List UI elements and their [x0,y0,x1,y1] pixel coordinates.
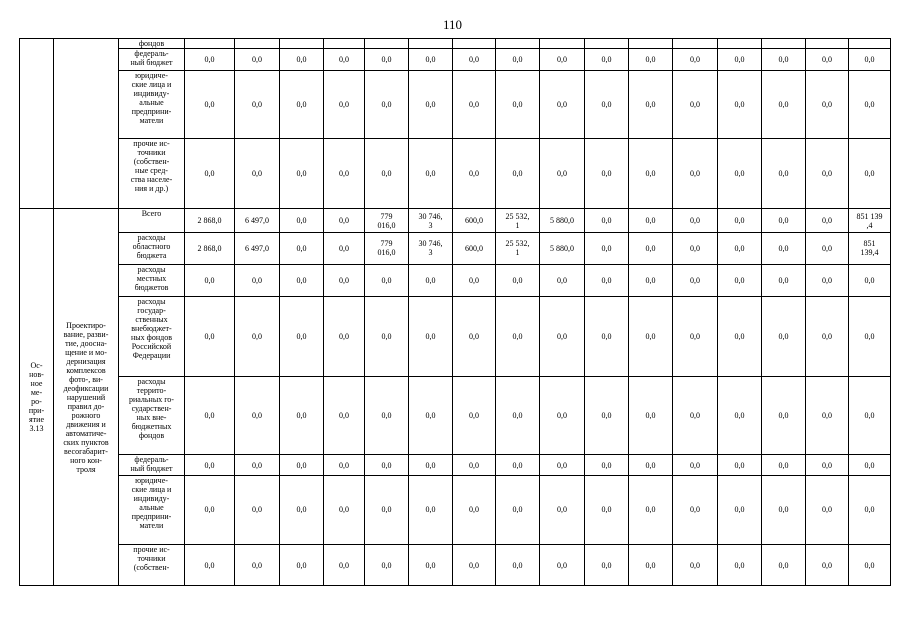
value-cell: 0,0 [629,232,673,264]
value-cell: 0,0 [673,49,718,70]
value-cell: 0,0 [629,475,673,544]
value-cell: 2 868,0 [185,232,235,264]
value-cell: 0,0 [806,455,849,475]
value-cell: 0,0 [585,232,629,264]
value-cell: 0,0 [365,70,409,138]
value-cell: 25 532, 1 [496,209,540,232]
table-row [20,139,891,209]
value-cell: 0,0 [629,49,673,70]
table-row [20,376,891,455]
value-cell: 0,0 [365,49,409,70]
value-cell: 0,0 [496,545,540,586]
value-cell: 0,0 [409,376,453,455]
value-cell: 0,0 [762,232,806,264]
value-cell: 0,0 [409,455,453,475]
value-cell: 0,0 [762,49,806,70]
value-cell: 0,0 [235,70,280,138]
funding-source-cell: федераль- ный бюджет [119,49,185,70]
value-cell: 0,0 [629,209,673,232]
table-row [20,297,891,377]
event-number-cell-continued [20,39,54,209]
value-cell: 0,0 [540,455,585,475]
value-cell: 0,0 [235,376,280,455]
value-cell: 0,0 [185,297,235,377]
funding-source-cell: юридиче- ские лица и индивиду- альные предприни- матели [119,475,185,544]
value-cell [762,39,806,49]
value-cell [540,39,585,49]
value-cell: 0,0 [365,264,409,297]
value-cell: 0,0 [806,376,849,455]
value-cell: 5 880,0 [540,232,585,264]
value-cell: 0,0 [762,297,806,377]
value-cell: 0,0 [365,475,409,544]
value-cell: 0,0 [185,70,235,138]
funding-source-cell: фондов [119,39,185,49]
value-cell: 30 746, 3 [409,209,453,232]
value-cell: 0,0 [409,264,453,297]
value-cell: 0,0 [585,376,629,455]
value-cell: 0,0 [453,376,496,455]
value-cell: 0,0 [324,455,365,475]
value-cell: 0,0 [324,297,365,377]
value-cell: 0,0 [718,376,762,455]
value-cell: 0,0 [718,49,762,70]
funding-source-cell: расходы местных бюджетов [119,264,185,297]
value-cell: 0,0 [185,49,235,70]
value-cell: 0,0 [849,264,891,297]
value-cell: 600,0 [453,209,496,232]
value-cell [718,39,762,49]
value-cell: 0,0 [409,139,453,209]
value-cell [185,39,235,49]
value-cell: 0,0 [806,475,849,544]
value-cell [365,39,409,49]
value-cell: 0,0 [324,70,365,138]
value-cell: 0,0 [235,264,280,297]
value-cell: 0,0 [453,545,496,586]
value-cell: 0,0 [762,545,806,586]
value-cell: 0,0 [280,376,324,455]
value-cell: 6 497,0 [235,232,280,264]
value-cell: 0,0 [629,455,673,475]
value-cell: 0,0 [849,70,891,138]
value-cell: 0,0 [673,70,718,138]
value-cell: 0,0 [806,264,849,297]
value-cell: 0,0 [673,475,718,544]
value-cell: 0,0 [585,264,629,297]
value-cell: 30 746, 3 [409,232,453,264]
value-cell: 0,0 [673,232,718,264]
event-name-cell-continued [54,39,119,209]
page-number: 110 [442,17,463,32]
value-cell: 0,0 [629,297,673,377]
value-cell: 0,0 [324,232,365,264]
value-cell [806,39,849,49]
value-cell: 0,0 [849,49,891,70]
value-cell: 0,0 [280,475,324,544]
value-cell [280,39,324,49]
value-cell: 0,0 [718,232,762,264]
value-cell: 0,0 [409,49,453,70]
value-cell [585,39,629,49]
value-cell: 0,0 [718,297,762,377]
value-cell: 0,0 [585,139,629,209]
value-cell: 0,0 [280,297,324,377]
value-cell: 0,0 [806,545,849,586]
value-cell: 0,0 [324,475,365,544]
value-cell: 0,0 [540,297,585,377]
value-cell: 0,0 [718,70,762,138]
value-cell: 0,0 [806,139,849,209]
value-cell: 0,0 [762,376,806,455]
value-cell: 0,0 [673,209,718,232]
value-cell: 0,0 [585,455,629,475]
value-cell: 0,0 [849,475,891,544]
value-cell [629,39,673,49]
table-row [20,49,891,70]
value-cell: 25 532, 1 [496,232,540,264]
value-cell: 0,0 [849,297,891,377]
value-cell: 0,0 [673,139,718,209]
value-cell [235,39,280,49]
value-cell: 0,0 [718,264,762,297]
value-cell: 0,0 [235,139,280,209]
value-cell: 0,0 [324,376,365,455]
value-cell: 0,0 [235,297,280,377]
budget-table [19,38,891,586]
value-cell: 0,0 [849,455,891,475]
value-cell: 0,0 [185,376,235,455]
value-cell: 0,0 [540,139,585,209]
value-cell: 0,0 [806,297,849,377]
value-cell: 851 139 ,4 [849,209,891,232]
value-cell [453,39,496,49]
value-cell: 0,0 [365,297,409,377]
funding-source-cell: юридиче- ские лица и индивиду- альные предприни- матели [119,70,185,138]
value-cell: 0,0 [673,545,718,586]
value-cell: 0,0 [629,139,673,209]
value-cell: 0,0 [185,545,235,586]
value-cell: 0,0 [673,264,718,297]
value-cell: 0,0 [496,264,540,297]
value-cell: 0,0 [496,70,540,138]
value-cell: 0,0 [629,376,673,455]
funding-source-cell: Всего [119,209,185,232]
value-cell: 0,0 [235,49,280,70]
value-cell: 0,0 [280,49,324,70]
value-cell: 0,0 [324,139,365,209]
value-cell: 0,0 [280,209,324,232]
value-cell: 0,0 [235,475,280,544]
value-cell: 0,0 [718,455,762,475]
value-cell: 0,0 [324,545,365,586]
event-name-cell: Проектиро- вание, разви- тие, доосна- щение и мо- дернизация комплексов фото-, ви- деофиксации нарушений правил до- рожного движения и автоматиче- ских пунктов весогабарит- ного кон- троля [54,209,119,586]
value-cell: 0,0 [280,232,324,264]
value-cell: 0,0 [762,70,806,138]
table-row [20,209,891,232]
value-cell [673,39,718,49]
value-cell: 0,0 [540,49,585,70]
value-cell: 0,0 [762,475,806,544]
value-cell: 0,0 [235,545,280,586]
table-row [20,455,891,475]
value-cell: 0,0 [762,455,806,475]
value-cell: 0,0 [806,49,849,70]
table-row [20,232,891,264]
value-cell: 0,0 [453,139,496,209]
value-cell: 851 139,4 [849,232,891,264]
value-cell: 6 497,0 [235,209,280,232]
value-cell: 0,0 [496,376,540,455]
value-cell: 0,0 [185,139,235,209]
value-cell: 0,0 [280,455,324,475]
value-cell: 0,0 [453,70,496,138]
value-cell: 0,0 [718,209,762,232]
table-row [20,545,891,586]
value-cell: 0,0 [365,455,409,475]
value-cell: 0,0 [280,70,324,138]
value-cell: 600,0 [453,232,496,264]
value-cell: 0,0 [453,49,496,70]
value-cell: 0,0 [280,545,324,586]
value-cell: 0,0 [540,545,585,586]
value-cell: 0,0 [540,264,585,297]
value-cell: 0,0 [235,455,280,475]
value-cell: 0,0 [673,455,718,475]
value-cell: 0,0 [585,545,629,586]
table-row [20,264,891,297]
value-cell: 0,0 [453,455,496,475]
value-cell: 0,0 [496,475,540,544]
funding-source-cell: расходы террито- риальных го- сударствен- ных вне- бюджетных фондов [119,376,185,455]
value-cell: 0,0 [453,297,496,377]
value-cell: 0,0 [324,209,365,232]
value-cell: 0,0 [849,545,891,586]
funding-source-cell: федераль- ный бюджет [119,455,185,475]
funding-source-cell: расходы областного бюджета [119,232,185,264]
value-cell: 0,0 [849,139,891,209]
value-cell: 0,0 [185,264,235,297]
table-row [20,39,891,49]
value-cell: 0,0 [806,232,849,264]
funding-source-cell: расходы государ- ственных внебюджет- ных фондов Российской Федерации [119,297,185,377]
value-cell: 0,0 [540,376,585,455]
table-row [20,70,891,138]
value-cell: 0,0 [185,455,235,475]
value-cell: 0,0 [629,545,673,586]
value-cell: 0,0 [409,297,453,377]
value-cell: 0,0 [324,264,365,297]
value-cell: 0,0 [849,376,891,455]
value-cell: 0,0 [185,475,235,544]
value-cell: 0,0 [540,475,585,544]
value-cell: 0,0 [585,209,629,232]
value-cell: 0,0 [496,297,540,377]
value-cell: 0,0 [496,455,540,475]
value-cell: 0,0 [629,70,673,138]
value-cell: 0,0 [585,297,629,377]
value-cell: 779 016,0 [365,209,409,232]
event-number-cell: Ос- нов- ное ме- ро- при- ятие 3.13 [20,209,54,586]
value-cell: 5 880,0 [540,209,585,232]
value-cell: 0,0 [806,209,849,232]
value-cell: 0,0 [585,70,629,138]
value-cell: 0,0 [762,209,806,232]
value-cell: 0,0 [806,70,849,138]
table-row [20,475,891,544]
funding-source-cell: прочие ис- точники (собствен- [119,545,185,586]
value-cell: 0,0 [762,139,806,209]
value-cell: 0,0 [496,139,540,209]
value-cell: 0,0 [540,70,585,138]
value-cell [496,39,540,49]
value-cell: 0,0 [629,264,673,297]
value-cell: 0,0 [453,475,496,544]
value-cell: 0,0 [365,545,409,586]
value-cell: 0,0 [365,139,409,209]
value-cell: 0,0 [409,70,453,138]
value-cell: 0,0 [718,139,762,209]
value-cell: 779 016,0 [365,232,409,264]
value-cell: 0,0 [280,264,324,297]
value-cell: 0,0 [673,376,718,455]
value-cell: 0,0 [409,475,453,544]
value-cell: 0,0 [673,297,718,377]
value-cell [409,39,453,49]
funding-source-cell: прочие ис- точники (собствен- ные сред- ства населе- ния и др.) [119,139,185,209]
value-cell: 0,0 [718,475,762,544]
value-cell: 0,0 [280,139,324,209]
value-cell [849,39,891,49]
value-cell: 0,0 [409,545,453,586]
value-cell: 0,0 [585,475,629,544]
value-cell: 2 868,0 [185,209,235,232]
value-cell: 0,0 [496,49,540,70]
value-cell: 0,0 [324,49,365,70]
value-cell: 0,0 [585,49,629,70]
value-cell: 0,0 [762,264,806,297]
value-cell [324,39,365,49]
value-cell: 0,0 [453,264,496,297]
value-cell: 0,0 [365,376,409,455]
value-cell: 0,0 [718,545,762,586]
